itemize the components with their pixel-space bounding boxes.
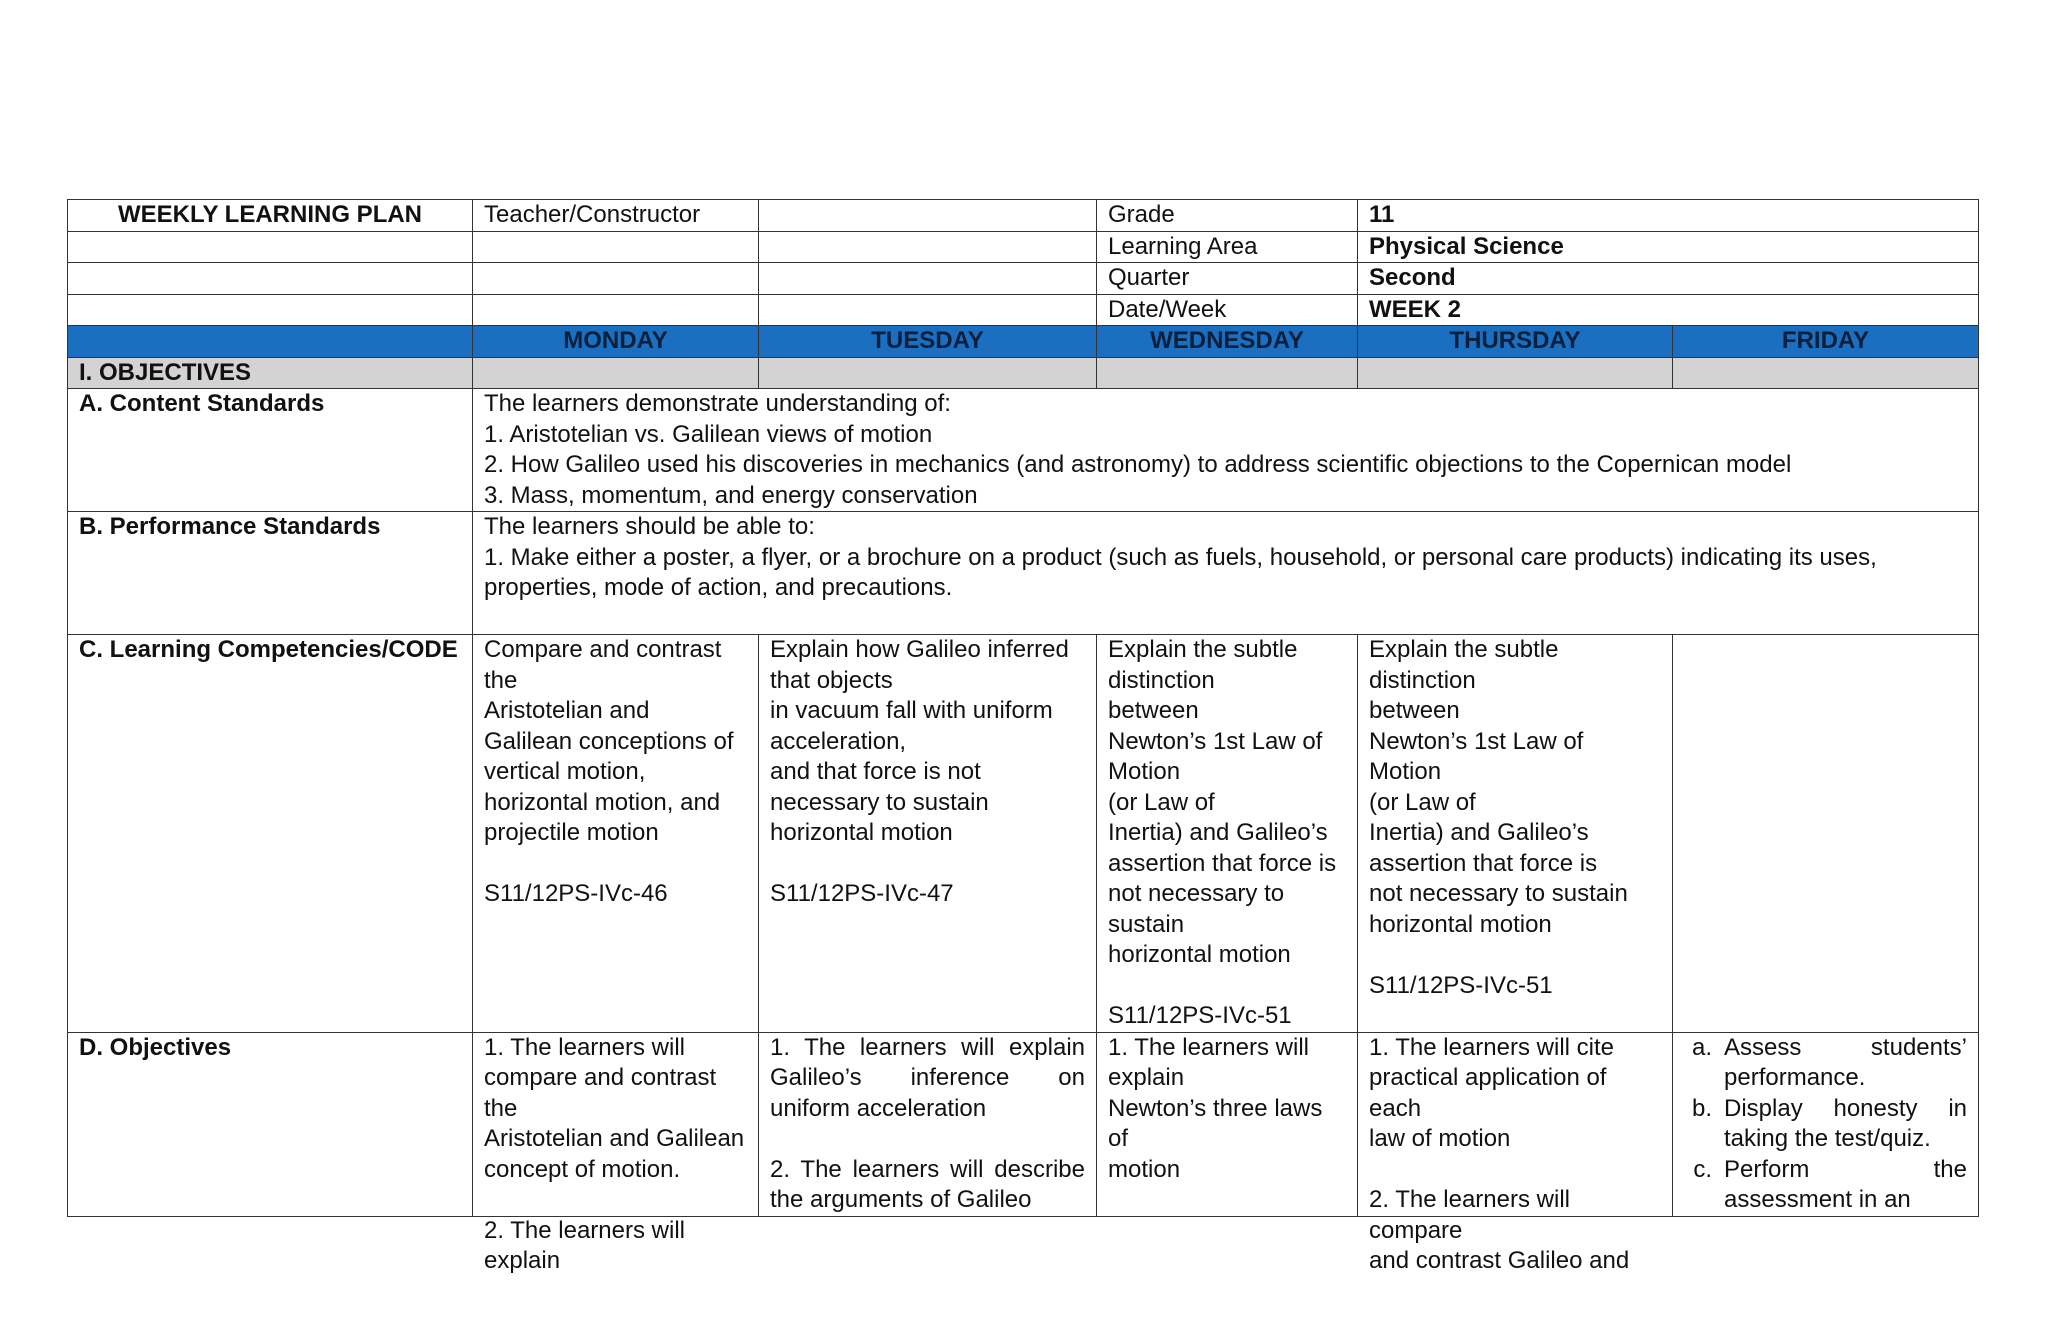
week-label: Date/Week <box>1097 294 1358 326</box>
competency-wednesday: Explain the subtle distinction between Newton’s 1st Law of Motion (or Law of Inertia) and Galileo’s assertion that force is not necessary to sustain horizontal motion S11/12PS-IVc-51 <box>1097 635 1358 1033</box>
objective-wednesday-cell <box>1097 1032 1358 1216</box>
competencies-row <box>68 635 1979 1033</box>
blank-cell <box>473 263 759 295</box>
blank-cell <box>473 294 759 326</box>
blank-cell <box>759 357 1097 389</box>
quarter-value: Second <box>1358 263 1979 295</box>
blank-cell <box>68 231 473 263</box>
performance-standards-label: B. Performance Standards <box>68 512 473 635</box>
day-header-row <box>68 326 1979 358</box>
objective-friday <box>1684 1033 1967 1216</box>
blank-cell <box>473 357 759 389</box>
list-text: Display honesty in taking the test/quiz. <box>1724 1094 1967 1152</box>
day-header-thursday: THURSDAY <box>1358 326 1673 358</box>
list-text: Assess students’ performance. <box>1724 1033 1967 1091</box>
area-value: Physical Science <box>1358 231 1979 263</box>
content-standards-row <box>68 389 1979 512</box>
list-marker: c. <box>1693 1155 1712 1183</box>
teacher-label: Teacher/Constructor <box>473 200 759 232</box>
content-standards-text <box>473 389 1979 512</box>
blank-cell <box>1097 357 1358 389</box>
blank-cell <box>1673 357 1979 389</box>
header-row-teacher <box>68 200 1979 232</box>
list-marker: a. <box>1691 1033 1712 1061</box>
quarter-label: Quarter <box>1097 263 1358 295</box>
blank-cell <box>1358 357 1673 389</box>
day-header-monday: MONDAY <box>473 326 759 358</box>
blank-cell <box>759 231 1097 263</box>
objectives-heading: I. OBJECTIVES <box>68 357 473 389</box>
performance-standards-line: The learners should be able to: <box>484 513 815 540</box>
objectives-row <box>68 1032 1979 1216</box>
objective-monday: 1. The learners will compare and contrast the Aristotelian and Galilean concept of motion. 2. The learners will explain <box>484 1033 745 1274</box>
teacher-value <box>759 200 1097 232</box>
objectives-heading-row <box>68 357 1979 389</box>
competencies-label: C. Learning Competencies/CODE <box>68 635 473 1033</box>
objective-wednesday: 1. The learners will explain Newton’s three laws of motion <box>1108 1033 1323 1183</box>
content-standards-line: 1. Aristotelian vs. Galilean views of motion <box>484 420 933 448</box>
competency-thursday: Explain the subtle distinction between Newton’s 1st Law of Motion (or Law of Inertia) and Galileo’s assertion that force is not necessary to sustain horizontal motion S11/12PS-IVc-51 <box>1358 635 1673 1033</box>
area-label: Learning Area <box>1097 231 1358 263</box>
objective-friday-cell <box>1673 1032 1979 1216</box>
objective-friday-list <box>1684 1033 1967 1216</box>
list-item <box>1691 1033 1967 1094</box>
list-item <box>1693 1155 1967 1216</box>
header-row-week <box>68 294 1979 326</box>
content-standards-label: A. Content Standards <box>68 389 473 512</box>
week-value: WEEK 2 <box>1358 294 1979 326</box>
objectives-label: D. Objectives <box>68 1032 473 1216</box>
blank-cell <box>473 231 759 263</box>
weekly-learning-plan-table <box>67 199 1979 1274</box>
day-header-wednesday: WEDNESDAY <box>1097 326 1358 358</box>
day-header-blank <box>68 326 473 358</box>
performance-standards-text <box>473 512 1979 635</box>
blank-cell <box>68 294 473 326</box>
day-header-friday: FRIDAY <box>1673 326 1979 358</box>
content-standards-line: The learners demonstrate understanding of: <box>484 390 951 417</box>
competency-friday <box>1673 635 1979 1033</box>
objective-tuesday-item: 1. The learners will explain Galileo’s inference on uniform acceleration <box>770 1033 1085 1122</box>
competency-monday: Compare and contrast the Aristotelian and Galilean conceptions of vertical motion, horizontal motion, and projectile motion S11/12PS-IVc-46 <box>473 635 759 1033</box>
objective-thursday: 1. The learners will cite practical application of each law of motion 2. The learners will compare and contrast Galileo and <box>1369 1033 1630 1274</box>
objective-monday-cell <box>473 1032 759 1274</box>
objective-tuesday-item: 2. The learners will describe the arguments of Galileo <box>770 1155 1085 1213</box>
content-standards-line: 3. Mass, momentum, and energy conservation <box>484 481 978 509</box>
header-row-area <box>68 231 1979 263</box>
competency-tuesday: Explain how Galileo inferred that objects in vacuum fall with uniform acceleration, and that force is not necessary to sustain horizontal motion S11/12PS-IVc-47 <box>759 635 1097 1033</box>
objective-tuesday <box>770 1033 1085 1216</box>
grade-value: 11 <box>1358 200 1979 232</box>
objective-thursday-cell <box>1358 1032 1673 1274</box>
day-header-tuesday: TUESDAY <box>759 326 1097 358</box>
spacer <box>770 1124 1085 1155</box>
objective-tuesday-cell <box>759 1032 1097 1216</box>
performance-standards-line: 1. Make either a poster, a flyer, or a brochure on a product (such as fuels, household, or personal care products) indicating its uses, properties, mode of action, and precautions. <box>484 543 1877 601</box>
header-row-quarter <box>68 263 1979 295</box>
list-marker: b. <box>1691 1094 1712 1122</box>
content-standards-line: 2. How Galileo used his discoveries in mechanics (and astronomy) to address scientific objections to the Copernican model <box>484 451 1792 478</box>
performance-standards-row <box>68 512 1979 635</box>
list-item <box>1691 1094 1967 1155</box>
blank-cell <box>68 263 473 295</box>
blank-cell <box>759 294 1097 326</box>
blank-cell <box>759 263 1097 295</box>
plan-title: WEEKLY LEARNING PLAN <box>68 200 473 232</box>
list-text: Perform the assessment in an <box>1724 1155 1967 1213</box>
grade-label: Grade <box>1097 200 1358 232</box>
